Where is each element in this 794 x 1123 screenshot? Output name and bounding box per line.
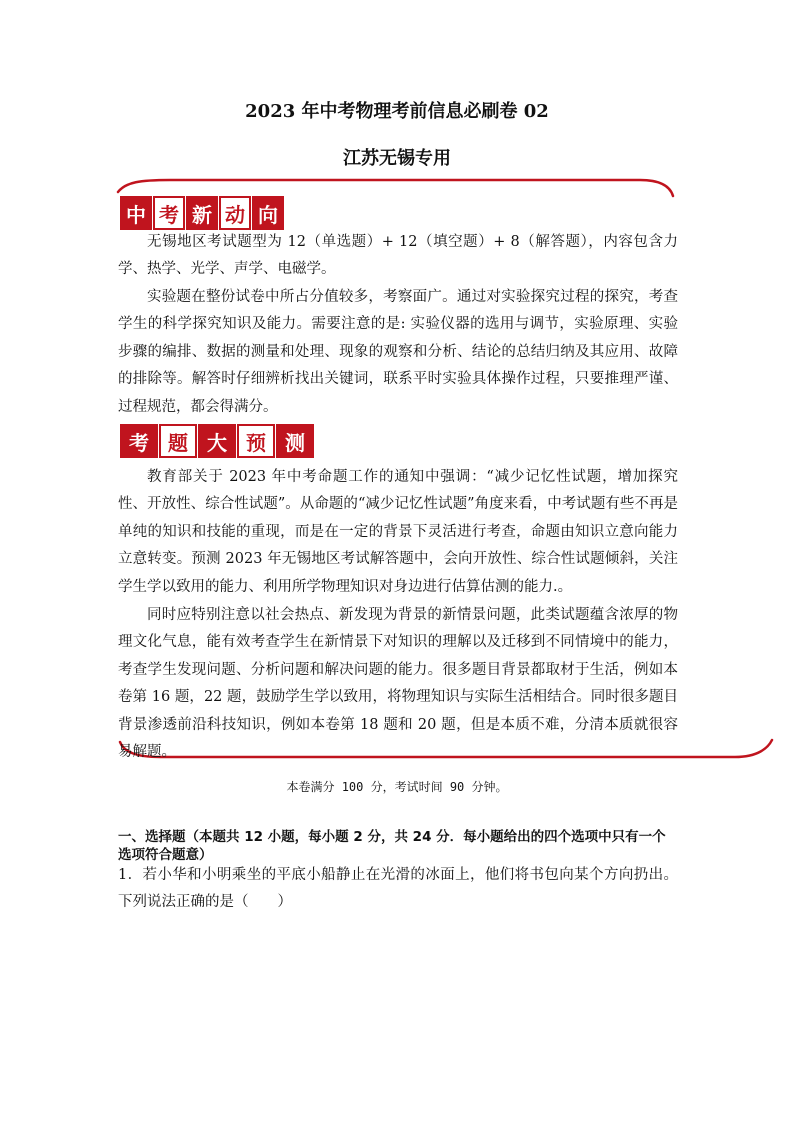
- page-title: 2023 年中考物理考前信息必刷卷 02: [245, 101, 549, 122]
- section-title-choice: 一、选择题（本题共 12 小题，每小题 2 分，共 24 分．每小题给出的四个选项中只有一个选项符合题意）: [118, 829, 666, 863]
- badge-char: 中: [120, 196, 152, 230]
- page-subtitle: 江苏无锡专用: [343, 148, 451, 169]
- top-arc-line: [118, 180, 673, 196]
- badge-char: 考: [120, 424, 158, 458]
- badge-char: 大: [198, 424, 236, 458]
- badge-char: 考: [153, 196, 185, 230]
- question-1: 1．若小华和小明乘坐的平底小船静止在光滑的冰面上，他们将书包向某个方向扔出。下列说法正确的是（ ）: [118, 867, 678, 910]
- badge-char: 预: [237, 424, 275, 458]
- prediction-paragraph-2: 同时应特别注意以社会热点、新发现为背景的新情景问题，此类试题蕴含浓厚的物理文化气息，能有效考查学生在新情景下对知识的理解以及迁移到不同情境中的能力，考查学生发现问题、分析问题和解决问题的能力。很多题目背景都取材于生活，例如本卷第 16 题，22 题，鼓励学生学以致用，将物理知识与实际生活相结合。同时很多题目背景渗透前沿科技知识，例如本卷第 18 题和 20 题，但是本质不难，分清本质就很容易解题。: [118, 607, 678, 761]
- exam-note: 本卷满分 100 分，考试时间 90 分钟。: [286, 780, 508, 794]
- intro-paragraph-2: 实验题在整份试卷中所占分值较多，考察面广。通过对实验探究过程的探究，考查学生的科学探究知识及能力。需要注意的是: 实验仪器的选用与调节，实验原理、实验步骤的编排、数据的测量和处理、现象的观察和分析、结论的总结归纳及其应用、故障的排除等。解答时仔细辨析找出关键词，联系平时实验具体操作过程，只要推理严谨、过程规范，都会得满分。: [118, 289, 678, 415]
- badge-char: 题: [159, 424, 197, 458]
- badge-char: 向: [252, 196, 284, 230]
- section-badge-kaoti-dayuce: [120, 424, 314, 458]
- badge-char: 动: [219, 196, 251, 230]
- intro-paragraph-1: 无锡地区考试题型为 12（单选题）+ 12（填空题）+ 8（解答题），内容包含力学、热学、光学、声学、电磁学。: [118, 234, 678, 278]
- section-badge-zhongkao-xindongxiang: [120, 196, 284, 230]
- prediction-paragraph-1: 教育部关于 2023 年中考命题工作的通知中强调：“减少记忆性试题，增加探究性、开放性、综合性试题”。从命题的“减少记忆性试题”角度来看，中考试题有些不再是单纯的知识和技能的重现，而是在一定的背景下灵活进行考查，命题由知识立意向能力立意转变。预测 2023 年无锡地区考试解答题中，会向开放性、综合性试题倾斜，关注学生学以致用的能力、利用所学物理知识对身边进行估算估测的能力.。: [118, 469, 678, 595]
- badge-char: 测: [276, 424, 314, 458]
- badge-char: 新: [186, 196, 218, 230]
